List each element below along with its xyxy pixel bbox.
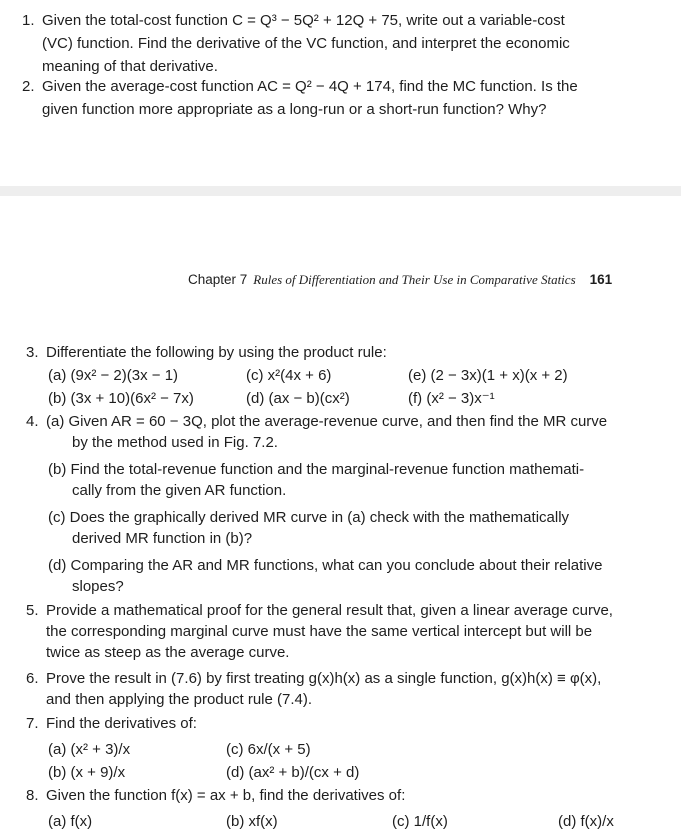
problem-number: 6. (26, 670, 39, 687)
part-d: (d) (ax − b)(cx²) (246, 390, 350, 407)
part-b: (b) (x + 9)/x (48, 764, 126, 781)
part-b-line: (b) Find the total-revenue function and the marginal-revenue function mathemati- (48, 461, 585, 478)
problem-intro: Find the derivatives of: (46, 715, 197, 732)
problem-text-line: the corresponding marginal curve must have the same vertical intercept but will be (46, 623, 593, 640)
bottom-page (0, 196, 681, 838)
problem-text-line: Prove the result in (7.6) by first treating g(x)h(x) as a single function, g(x)h(x) ≡ φ(x), (46, 670, 602, 687)
chapter-label: Chapter 7 (188, 272, 248, 287)
problem-number: 3. (26, 344, 39, 361)
problem-number: 1. (22, 12, 35, 29)
problem-text-line: Provide a mathematical proof for the general result that, given a linear average curve, (46, 602, 613, 619)
part-c: (c) x²(4x + 6) (246, 367, 332, 384)
problem-intro: Given the function f(x) = ax + b, find the derivatives of: (46, 787, 406, 804)
problem-number: 4. (26, 413, 39, 430)
problem-text-line: Given the total-cost function C = Q³ − 5Q² + 12Q + 75, write out a variable-cost (42, 12, 565, 29)
part-d: (d) (ax² + b)/(cx + d) (226, 764, 360, 781)
problem-intro: Differentiate the following by using the product rule: (46, 344, 387, 361)
part-c: (c) 6x/(x + 5) (226, 741, 311, 758)
running-header (188, 270, 612, 290)
part-b-line: cally from the given AR function. (72, 482, 287, 499)
top-page-fragment (0, 0, 681, 180)
part-d-line: slopes? (72, 578, 124, 595)
problem-text-line: (VC) function. Find the derivative of the VC function, and interpret the economic (42, 35, 570, 52)
problem-text-line: twice as steep as the average curve. (46, 644, 290, 661)
problem-number: 7. (26, 715, 39, 732)
problem-text-line: meaning of that derivative. (42, 58, 218, 75)
part-e: (e) (2 − 3x)(1 + x)(x + 2) (408, 367, 568, 384)
page-number: 161 (589, 272, 613, 287)
part-a: (a) f(x) (48, 813, 93, 830)
problem-number: 8. (26, 787, 39, 804)
problem-text-line: Given the average-cost function AC = Q² − 4Q + 174, find the MC function. Is the (42, 78, 578, 95)
part-c-line: (c) Does the graphically derived MR curve in (a) check with the mathematically (48, 509, 570, 526)
page-separator (0, 186, 681, 196)
part-a: (a) (9x² − 2)(3x − 1) (48, 367, 179, 384)
part-a-line: by the method used in Fig. 7.2. (72, 434, 278, 451)
problem-number: 5. (26, 602, 39, 619)
part-a-line: (a) Given AR = 60 − 3Q, plot the average-revenue curve, and then find the MR curve (46, 413, 608, 430)
part-d: (d) f(x)/x (558, 813, 614, 830)
part-c-line: derived MR function in (b)? (72, 530, 253, 547)
part-b: (b) (3x + 10)(6x² − 7x) (48, 390, 194, 407)
part-b: (b) xf(x) (226, 813, 278, 830)
chapter-subtitle: Rules of Differentiation and Their Use in Comparative Statics (253, 272, 576, 287)
problem-text-line: and then applying the product rule (7.4). (46, 691, 313, 708)
part-c: (c) 1/f(x) (392, 813, 448, 830)
problem-text-line: given function more appropriate as a long-run or a short-run function? Why? (42, 101, 547, 118)
part-f: (f) (x² − 3)x⁻¹ (408, 390, 495, 407)
part-a: (a) (x² + 3)/x (48, 741, 131, 758)
part-d-line: (d) Comparing the AR and MR functions, what can you conclude about their relative (48, 557, 603, 574)
problem-number: 2. (22, 78, 35, 95)
